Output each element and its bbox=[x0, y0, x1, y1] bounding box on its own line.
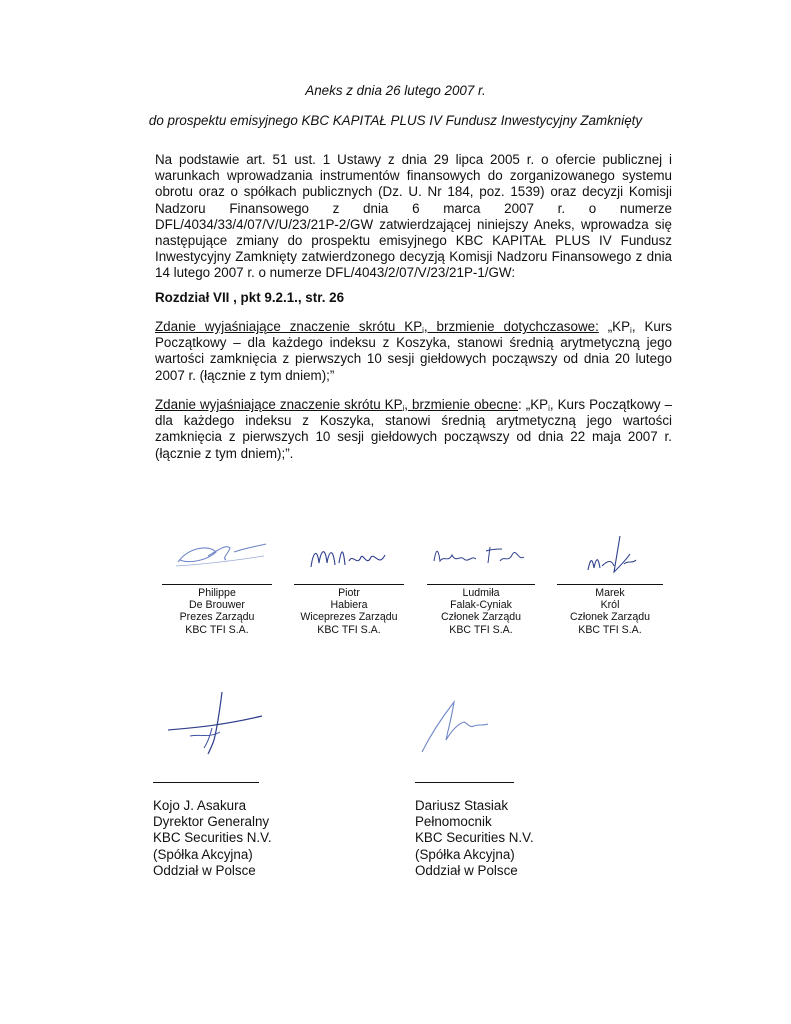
signatory-block-6 bbox=[415, 782, 534, 879]
old-text-body: , Kurs Początkowy – dla każdego indeksu z Koszyka, stanowi średnią arytmetyczną jego wartości zamknięcia z pierwszych 10 sesji giełdowych począwszy od dnia 20 lutego 2007 r. (łącznie z tym dniem);” bbox=[155, 319, 672, 383]
signatory-first-name: Piotr bbox=[338, 587, 360, 599]
intro-paragraph: Na podstawie art. 51 ust. 1 Ustawy z dnia 29 lipca 2005 r. o ofercie publicznej i warunkach wprowadzania instrumentów finansowych do zorganizowanego systemu obrotu oraz o spółkach publicznych (Dz. U. Nr 184, poz. 1539) oraz decyzji Komisji Nadzoru Finansowego z dnia 6 marca 2007 r. o numerze DFL/4034/33/4/07/V/U/23/21P-2/GW zatwierdzającej niniejszy Aneks, wprowadza się następujące zmiany do prospektu emisyjnego KBC KAPITAŁ PLUS IV Fundusz Inwestycyjny Zamknięty zatwierdzonego decyzją Komisji Nadzoru Finansowego z dnia 14 lutego 2007 r. o numerze DFL/4043/2/07/V/23/21P-1/GW: bbox=[155, 152, 672, 281]
signatory-block-1 bbox=[162, 584, 272, 636]
signatory-name: Kojo J. Asakura bbox=[153, 798, 247, 813]
title-line-1: Aneks z dnia 26 lutego 2007 r. bbox=[305, 83, 486, 98]
signature-line bbox=[427, 584, 535, 585]
signatory-company: KBC Securities N.V. bbox=[153, 830, 272, 846]
signatory-company: KBC TFI S.A. bbox=[185, 623, 249, 636]
signature-line bbox=[557, 584, 663, 585]
signatory-role: Członek Zarządu bbox=[440, 611, 522, 624]
signatory-block-3 bbox=[427, 584, 535, 636]
old-wording-label bbox=[155, 319, 599, 334]
signature-line bbox=[415, 782, 514, 783]
signatory-company-form: (Spółka Akcyjna) bbox=[153, 846, 253, 862]
new-label-subscript: i bbox=[402, 404, 405, 413]
title-line-2: do prospektu emisyjnego KBC KAPITAŁ PLUS IV Fundusz Inwestycyjny Zamknięty bbox=[148, 113, 643, 128]
new-label-text: Zdanie wyjaśniające znaczenie skrótu KP bbox=[155, 397, 403, 412]
signatory-last-name: Falak-Cyniak bbox=[450, 599, 512, 612]
old-label-subscript: i bbox=[422, 326, 424, 335]
signatory-last-name: Król bbox=[600, 599, 620, 612]
signatory-role: Prezes Zarządu bbox=[179, 611, 255, 624]
old-text-start: „KP bbox=[598, 319, 631, 334]
signatory-first-name: Philippe bbox=[198, 587, 236, 599]
signatory-company: KBC TFI S.A. bbox=[449, 623, 513, 636]
signature-image-5 bbox=[160, 686, 280, 766]
new-wording-paragraph bbox=[155, 397, 672, 462]
new-text-start: : „KP bbox=[518, 397, 549, 412]
signatory-role: Wiceprezes Zarządu bbox=[300, 611, 398, 624]
signatory-company: KBC Securities N.V. bbox=[415, 830, 534, 846]
old-label-suffix: , brzmienie dotychczasowe: bbox=[423, 319, 599, 334]
signatory-branch: Oddział w Polsce bbox=[415, 862, 518, 878]
section-heading: Rozdział VII , pkt 9.2.1., str. 26 bbox=[155, 290, 345, 305]
signatory-first-name: Marek bbox=[595, 587, 625, 599]
signatory-name: Dariusz Stasiak bbox=[415, 798, 509, 813]
new-label-suffix: , brzmienie obecne bbox=[404, 397, 519, 412]
signatory-role: Członek Zarządu bbox=[569, 611, 651, 624]
signatory-block-4 bbox=[557, 584, 663, 636]
signature-line bbox=[294, 584, 404, 585]
signature-line bbox=[162, 584, 272, 585]
old-text-subscript: i bbox=[630, 326, 632, 335]
signatory-block-5 bbox=[153, 782, 272, 879]
old-wording-paragraph bbox=[155, 319, 672, 384]
signature-image-3 bbox=[430, 537, 530, 572]
signatory-last-name: De Brouwer bbox=[189, 599, 245, 612]
signature-image-4 bbox=[580, 530, 640, 578]
signatory-first-name: Ludmiła bbox=[462, 587, 500, 599]
signatory-role: Pełnomocnik bbox=[415, 814, 492, 830]
signatory-role: Dyrektor Generalny bbox=[153, 814, 270, 830]
signatory-branch: Oddział w Polsce bbox=[153, 862, 256, 878]
new-wording-label bbox=[155, 397, 518, 412]
old-label-text: Zdanie wyjaśniające znaczenie skrótu KP bbox=[155, 319, 423, 334]
signatory-block-2 bbox=[294, 584, 404, 636]
signatory-company-form: (Spółka Akcyjna) bbox=[415, 846, 515, 862]
signatory-company: KBC TFI S.A. bbox=[578, 623, 642, 636]
signatory-company: KBC TFI S.A. bbox=[317, 623, 381, 636]
signature-line bbox=[153, 782, 259, 783]
signature-image-6 bbox=[416, 690, 516, 760]
signature-image-1 bbox=[168, 530, 268, 575]
new-text-body: , Kurs Początkowy – dla każdego indeksu z Koszyka, stanowi średnią arytmetyczną jego wartości zamknięcia z pierwszych 10 sesji giełdowych począwszy od dnia 22 maja 2007 r. (łącznie z tym dniem);”. bbox=[155, 397, 673, 461]
new-text-subscript: i bbox=[548, 404, 550, 413]
signature-image-2 bbox=[305, 533, 395, 578]
signatory-last-name: Habiera bbox=[330, 599, 368, 612]
